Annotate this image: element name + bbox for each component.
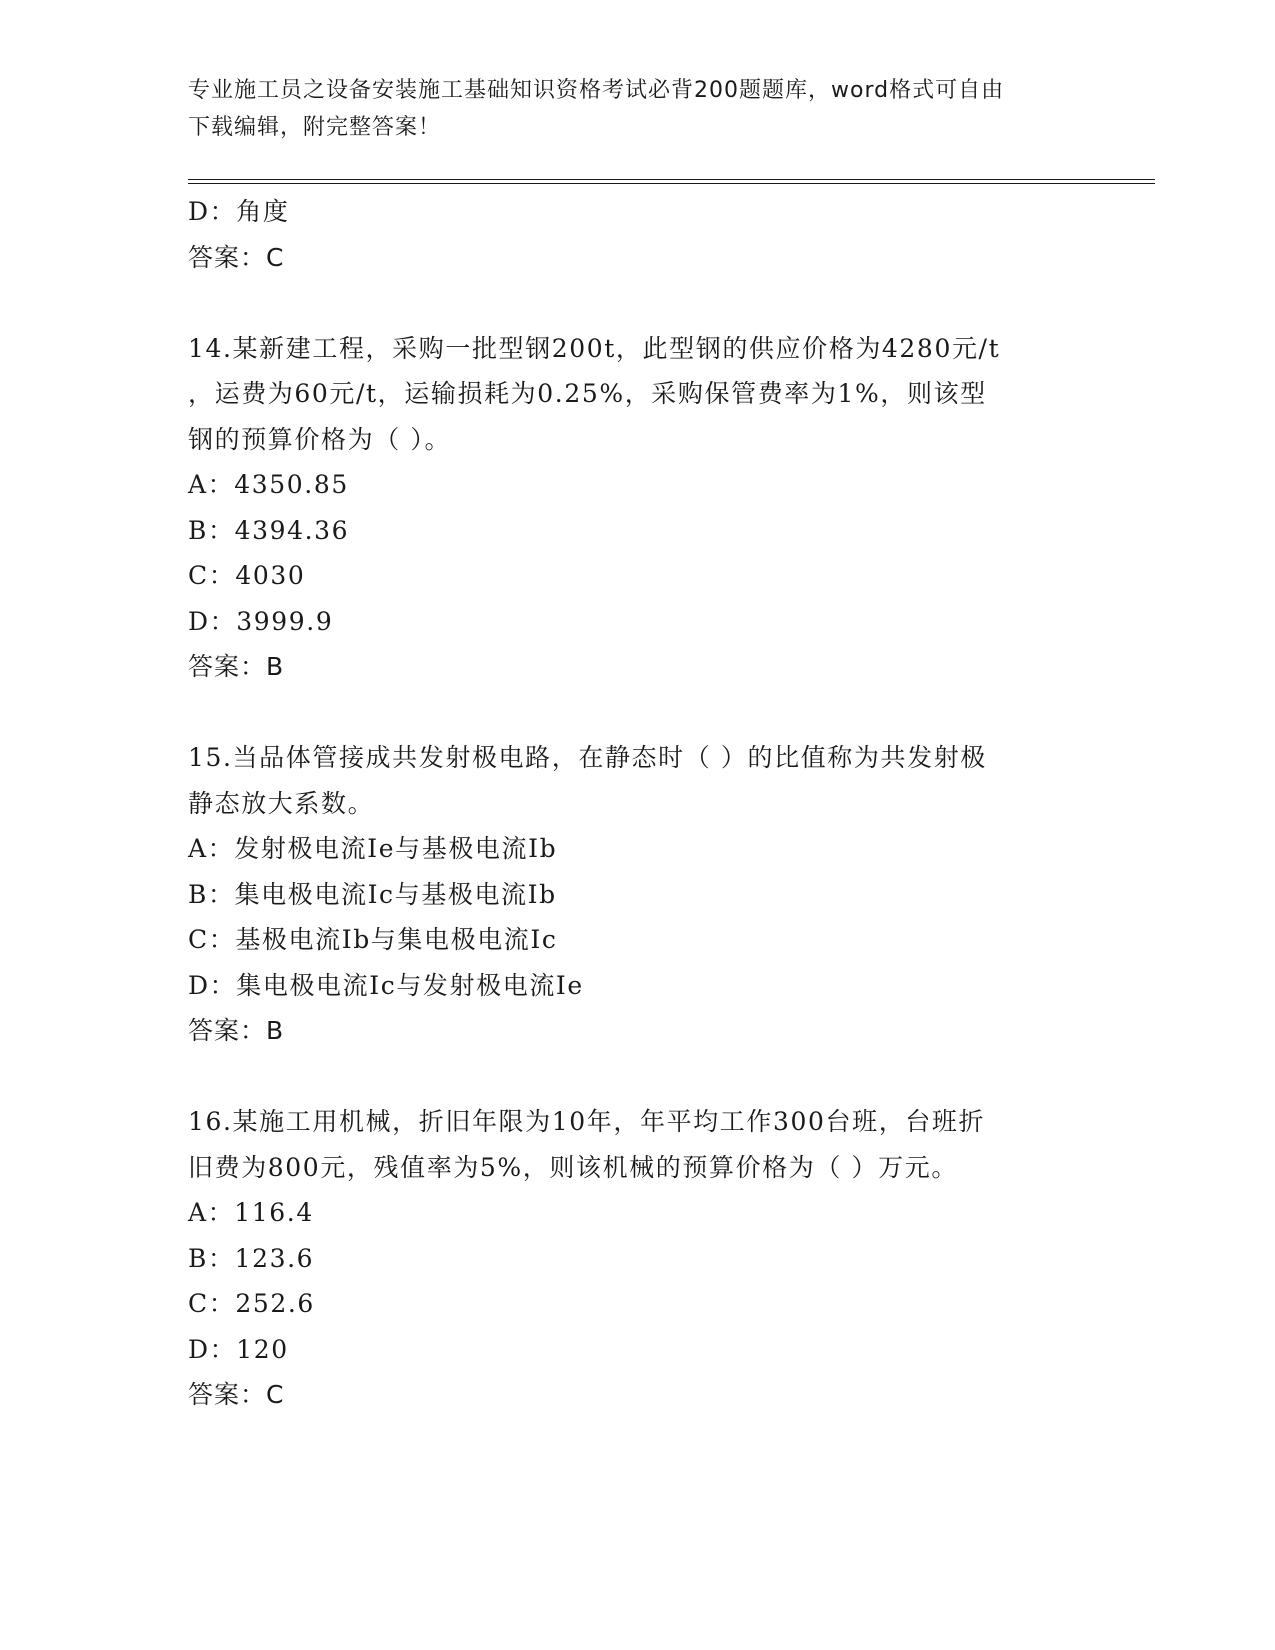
previous-question-tail bbox=[188, 189, 1088, 280]
option-d: D：3999.9 bbox=[188, 606, 334, 636]
option-b: B：4394.36 bbox=[188, 515, 350, 545]
question-stem-line: 15.当品体管接成共发射极电路，在静态时（ ）的比值称为共发射极 bbox=[188, 743, 987, 772]
header-rule-top bbox=[188, 179, 1155, 180]
question-stem-line: 静态放大系数。 bbox=[188, 788, 375, 818]
option-a: A：4350.85 bbox=[188, 470, 349, 499]
question-stem-line: 钢的预算价格为（ ）。 bbox=[188, 424, 452, 454]
document-header bbox=[188, 72, 1088, 146]
option-d: D：集电极电流Ic与发射极电流Ie bbox=[188, 970, 584, 1000]
option-c: C：252.6 bbox=[188, 1289, 315, 1318]
spacer bbox=[188, 690, 1088, 736]
option-d: D：120 bbox=[188, 1334, 289, 1364]
question-stem-line: ，运费为60元/t，运输损耗为0.25%，采购保管费率为1%，则该型 bbox=[188, 379, 987, 408]
answer-line: 答案：C bbox=[188, 1380, 285, 1409]
spacer bbox=[188, 280, 1088, 326]
option-b: B：123.6 bbox=[188, 1243, 315, 1273]
option-d: D：角度 bbox=[188, 197, 290, 226]
question-14 bbox=[188, 326, 1088, 690]
answer-line: 答案：B bbox=[188, 1016, 285, 1045]
question-16 bbox=[188, 1099, 1088, 1418]
header-rule-bottom bbox=[188, 183, 1155, 184]
header-line-1: 专业施工员之设备安装施工基础知识资格考试必背200题题库，word格式可自由 bbox=[188, 78, 1005, 103]
answer-line: 答案：C bbox=[188, 242, 285, 272]
option-c: C：基极电流Ib与集电极电流Ic bbox=[188, 925, 558, 954]
question-stem-line: 旧费为800元，残值率为5%，则该机械的预算价格为（ ）万元。 bbox=[188, 1152, 958, 1182]
option-a: A：发射极电流Ie与基极电流Ib bbox=[188, 834, 558, 863]
option-b: B：集电极电流Ic与基极电流Ib bbox=[188, 879, 557, 909]
spacer bbox=[188, 1054, 1088, 1100]
question-stem-line: 16.某施工用机械，折旧年限为10年，年平均工作300台班，台班折 bbox=[188, 1107, 986, 1136]
option-a: A：116.4 bbox=[188, 1198, 314, 1227]
header-line-2: 下载编辑，附完整答案！ bbox=[188, 115, 442, 140]
question-content bbox=[188, 189, 1088, 1418]
question-stem-line: 14.某新建工程，采购一批型钢200t，此型钢的供应价格为4280元/t bbox=[188, 333, 1001, 363]
question-15 bbox=[188, 735, 1088, 1054]
answer-line: 答案：B bbox=[188, 652, 285, 681]
option-c: C：4030 bbox=[188, 561, 306, 590]
